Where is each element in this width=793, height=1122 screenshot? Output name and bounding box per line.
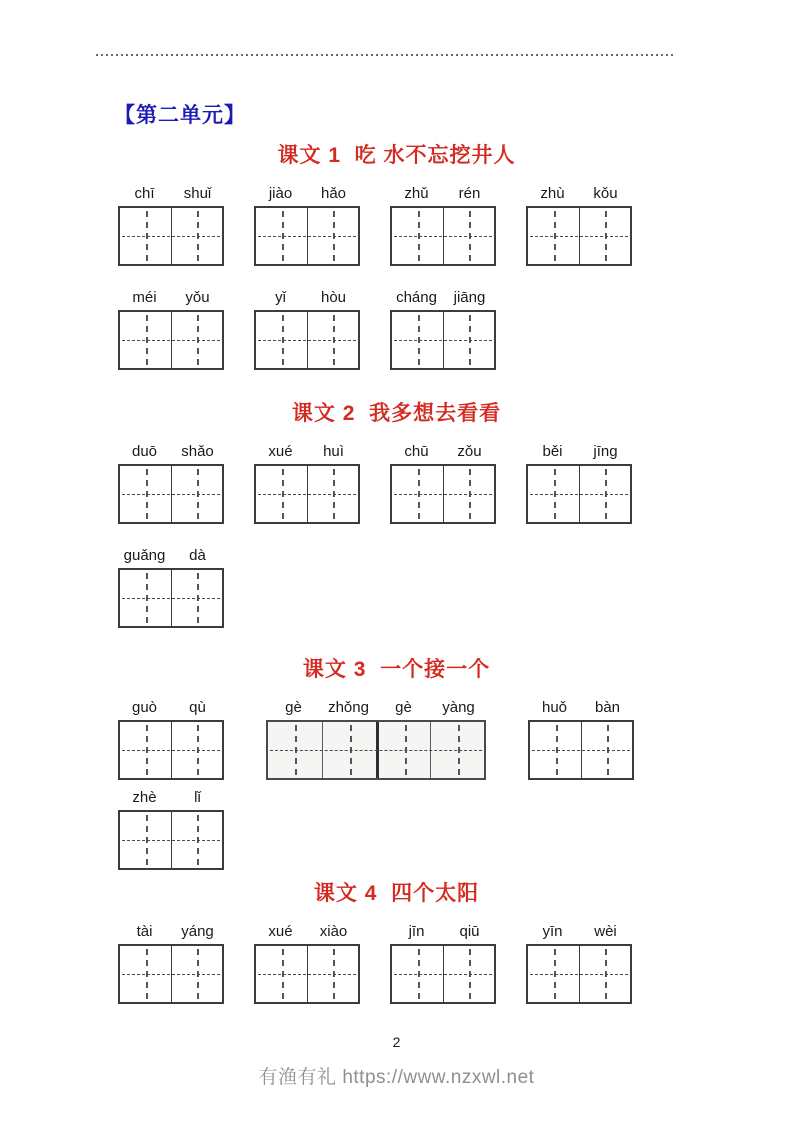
word-group (390, 442, 496, 524)
writing-cell (256, 466, 307, 522)
writing-grid (266, 720, 486, 780)
word-group (526, 184, 632, 266)
writing-cell (443, 466, 494, 522)
writing-cell (579, 946, 630, 1002)
writing-grid (526, 206, 632, 266)
site-footer-text: 有渔有礼 https://www.nzxwl.net (258, 1067, 535, 1088)
pinyin-syllable: chī (134, 185, 155, 202)
writing-grid (118, 944, 224, 1004)
writing-grid (526, 944, 632, 1004)
writing-grid (390, 310, 496, 370)
pinyin-syllable: běi (542, 443, 563, 460)
pinyin-grid-row (118, 546, 793, 628)
pinyin-syllable: jīn (408, 923, 425, 940)
writing-grid (254, 464, 360, 524)
pinyin-syllable: zhè (132, 789, 157, 806)
pinyin-grid-row (118, 698, 793, 780)
pinyin-syllable: dà (189, 547, 206, 564)
pinyin-syllable: cháng (396, 289, 437, 306)
pinyin-labels (390, 288, 496, 310)
pinyin-syllable: xiào (319, 923, 348, 940)
pinyin-syllable: tài (136, 923, 153, 940)
pinyin-labels (118, 442, 224, 464)
pinyin-labels (118, 788, 224, 810)
pinyin-syllable: yàng (442, 699, 475, 716)
writing-grid (254, 310, 360, 370)
word-group (266, 698, 486, 780)
word-group (254, 288, 360, 370)
pinyin-labels (254, 288, 360, 310)
writing-grid (118, 206, 224, 266)
word-group (526, 922, 632, 1004)
pinyin-labels (526, 922, 632, 944)
word-group (118, 442, 224, 524)
writing-cell (392, 208, 443, 264)
writing-cell (171, 208, 222, 264)
pinyin-syllable: lǐ (194, 789, 201, 806)
pinyin-syllable: xué (268, 443, 293, 460)
writing-cell (171, 946, 222, 1002)
pinyin-grid-row (118, 922, 793, 1004)
writing-cell (579, 208, 630, 264)
dotted-divider (96, 54, 674, 56)
writing-cell (120, 946, 171, 1002)
writing-cell (171, 722, 222, 778)
writing-cell (392, 312, 443, 368)
writing-grid (390, 206, 496, 266)
lesson-title: 课文 3 一个接一个 (302, 658, 491, 681)
pinyin-syllable: yáng (181, 923, 214, 940)
worksheet-section (0, 400, 793, 628)
writing-cell (307, 312, 358, 368)
lesson-title: 课文 4 四个太阳 (313, 882, 480, 905)
pinyin-syllable: bàn (594, 699, 621, 716)
word-group (254, 184, 360, 266)
writing-grid (118, 310, 224, 370)
pinyin-syllable: gè (395, 699, 412, 716)
word-group (118, 788, 224, 870)
pinyin-labels (526, 184, 632, 206)
pinyin-labels (118, 184, 224, 206)
pinyin-labels (390, 184, 496, 206)
pinyin-syllable: yǒu (185, 289, 210, 306)
pinyin-labels (118, 698, 224, 720)
writing-cell (171, 570, 222, 626)
pinyin-syllable: duō (131, 443, 158, 460)
word-group (118, 546, 224, 628)
writing-cell (120, 722, 171, 778)
writing-cell (120, 466, 171, 522)
writing-cell (171, 466, 222, 522)
word-group (118, 922, 224, 1004)
pinyin-syllable: zhǔ (404, 185, 429, 202)
pinyin-syllable: zhù (540, 185, 565, 202)
writing-cell (530, 722, 581, 778)
writing-cell (171, 312, 222, 368)
pinyin-labels (266, 698, 486, 720)
writing-cell (256, 312, 307, 368)
writing-cell (171, 812, 222, 868)
pinyin-syllable: qiū (459, 923, 480, 940)
word-group (118, 184, 224, 266)
pinyin-syllable: qù (189, 699, 206, 716)
writing-cell (579, 466, 630, 522)
writing-grid (118, 464, 224, 524)
pinyin-syllable: jiāng (453, 289, 486, 306)
word-group (526, 442, 632, 524)
writing-cell (322, 722, 376, 778)
unit-title: 【第二单元】 (114, 104, 246, 127)
pinyin-labels (390, 442, 496, 464)
word-group (390, 288, 496, 370)
writing-grid (118, 568, 224, 628)
word-group (254, 442, 360, 524)
writing-cell (376, 722, 430, 778)
writing-cell (120, 208, 171, 264)
writing-cell (120, 812, 171, 868)
pinyin-labels (254, 442, 360, 464)
writing-cell (120, 570, 171, 626)
pinyin-syllable: huì (323, 443, 344, 460)
word-group (528, 698, 634, 780)
lesson-title: 课文 1 吃 水不忘挖井人 (277, 144, 516, 167)
pinyin-syllable: hòu (320, 289, 347, 306)
page-number: 2 (392, 1034, 401, 1050)
pinyin-syllable: zǒu (457, 443, 482, 460)
writing-cell (307, 946, 358, 1002)
writing-cell (443, 208, 494, 264)
pinyin-labels (254, 184, 360, 206)
writing-grid (118, 810, 224, 870)
word-group (390, 922, 496, 1004)
pinyin-syllable: wèi (594, 923, 617, 940)
pinyin-labels (526, 442, 632, 464)
writing-cell (430, 722, 484, 778)
writing-cell (392, 946, 443, 1002)
worksheet-section (0, 880, 793, 1004)
pinyin-labels (118, 288, 224, 310)
pinyin-grid-row (118, 442, 793, 524)
writing-grid (528, 720, 634, 780)
pinyin-syllable: rén (458, 185, 481, 202)
worksheet-section (0, 656, 793, 870)
writing-cell (120, 312, 171, 368)
pinyin-labels (118, 922, 224, 944)
writing-cell (443, 946, 494, 1002)
pinyin-grid-row (118, 184, 793, 266)
writing-cell (256, 946, 307, 1002)
pinyin-syllable: guò (131, 699, 158, 716)
writing-cell (307, 466, 358, 522)
writing-cell (392, 466, 443, 522)
pinyin-syllable: guǎng (123, 547, 166, 564)
word-group (390, 184, 496, 266)
pinyin-syllable: zhǒng (328, 699, 369, 716)
word-group (118, 698, 224, 780)
writing-cell (268, 722, 322, 778)
word-group (254, 922, 360, 1004)
writing-grid (390, 944, 496, 1004)
writing-grid (526, 464, 632, 524)
writing-cell (307, 208, 358, 264)
writing-cell (256, 208, 307, 264)
word-group (118, 288, 224, 370)
writing-grid (118, 720, 224, 780)
pinyin-syllable: jīng (593, 443, 618, 460)
pinyin-syllable: jiào (268, 185, 293, 202)
pinyin-grid-row (118, 288, 793, 370)
pinyin-syllable: hǎo (320, 185, 347, 202)
pinyin-labels (528, 698, 634, 720)
pinyin-syllable: méi (132, 289, 157, 306)
pinyin-grid-row (118, 788, 793, 870)
pinyin-syllable: gè (285, 699, 302, 716)
pinyin-syllable: shuǐ (183, 185, 212, 202)
pinyin-syllable: chū (404, 443, 429, 460)
writing-grid (254, 944, 360, 1004)
writing-grid (254, 206, 360, 266)
pinyin-labels (254, 922, 360, 944)
writing-cell (528, 946, 579, 1002)
writing-cell (581, 722, 632, 778)
writing-cell (528, 208, 579, 264)
writing-cell (528, 466, 579, 522)
worksheet-section (0, 142, 793, 370)
lesson-title: 课文 2 我多想去看看 (291, 402, 502, 425)
writing-grid (390, 464, 496, 524)
pinyin-syllable: kǒu (593, 185, 618, 202)
pinyin-syllable: xué (268, 923, 293, 940)
pinyin-syllable: yǐ (275, 289, 286, 306)
pinyin-labels (118, 546, 224, 568)
pinyin-labels (390, 922, 496, 944)
pinyin-syllable: huǒ (541, 699, 568, 716)
writing-cell (443, 312, 494, 368)
pinyin-syllable: shǎo (181, 443, 214, 460)
pinyin-syllable: yīn (542, 923, 563, 940)
